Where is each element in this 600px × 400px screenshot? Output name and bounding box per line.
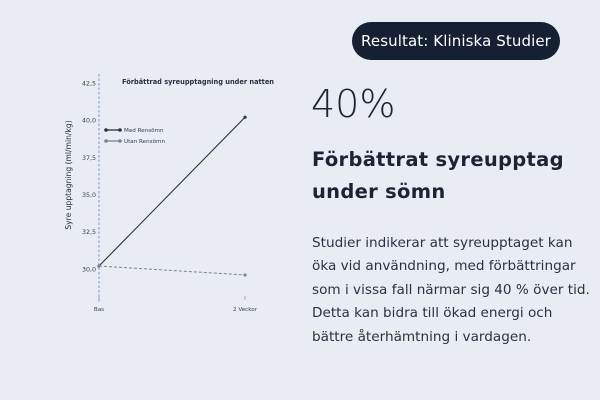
stat-description: Studier indikerar att syreupptaget kan öka vid användning, med förbättringar som i vissa fall närmar sig 40 % över tid. Detta kan bidra till ökad energi och bättre återhämtning i vardagen. xyxy=(312,235,590,345)
data-point xyxy=(243,273,246,276)
y-tick-label: 37,5 xyxy=(81,154,96,162)
series-line xyxy=(99,266,245,275)
chart-title: Förbättrad syreupptagning under natten xyxy=(121,78,275,86)
y-tick-label: 35,0 xyxy=(81,192,96,199)
legend-swatch-dot xyxy=(104,139,108,143)
chart-y-axis-label: Syre upptagning (ml/min/kg) xyxy=(64,120,73,230)
x-tick-label: Bas xyxy=(93,307,105,313)
data-point xyxy=(243,116,246,119)
stat-value: 40% xyxy=(311,82,396,126)
y-tick-label: 42,5 xyxy=(81,80,96,88)
data-point xyxy=(97,264,100,267)
y-tick-label: 40,0 xyxy=(81,117,96,125)
legend-label: Med Rensömn xyxy=(124,128,164,134)
stat-headline: Förbättrat syreupptag under sömn xyxy=(312,148,564,203)
y-tick-label: 30,0 xyxy=(81,266,96,274)
results-badge: Resultat: Kliniska Studier xyxy=(352,22,560,60)
legend-swatch-dot xyxy=(118,139,122,143)
oxygen-chart xyxy=(56,66,292,326)
y-tick-label: 32,5 xyxy=(81,229,96,237)
legend-label: Utan Rensömn xyxy=(124,139,165,145)
chart-svg xyxy=(56,66,292,326)
legend-swatch-dot xyxy=(118,128,122,132)
x-tick-label: 2 Veckor xyxy=(232,307,258,313)
legend-swatch-dot xyxy=(104,128,108,132)
